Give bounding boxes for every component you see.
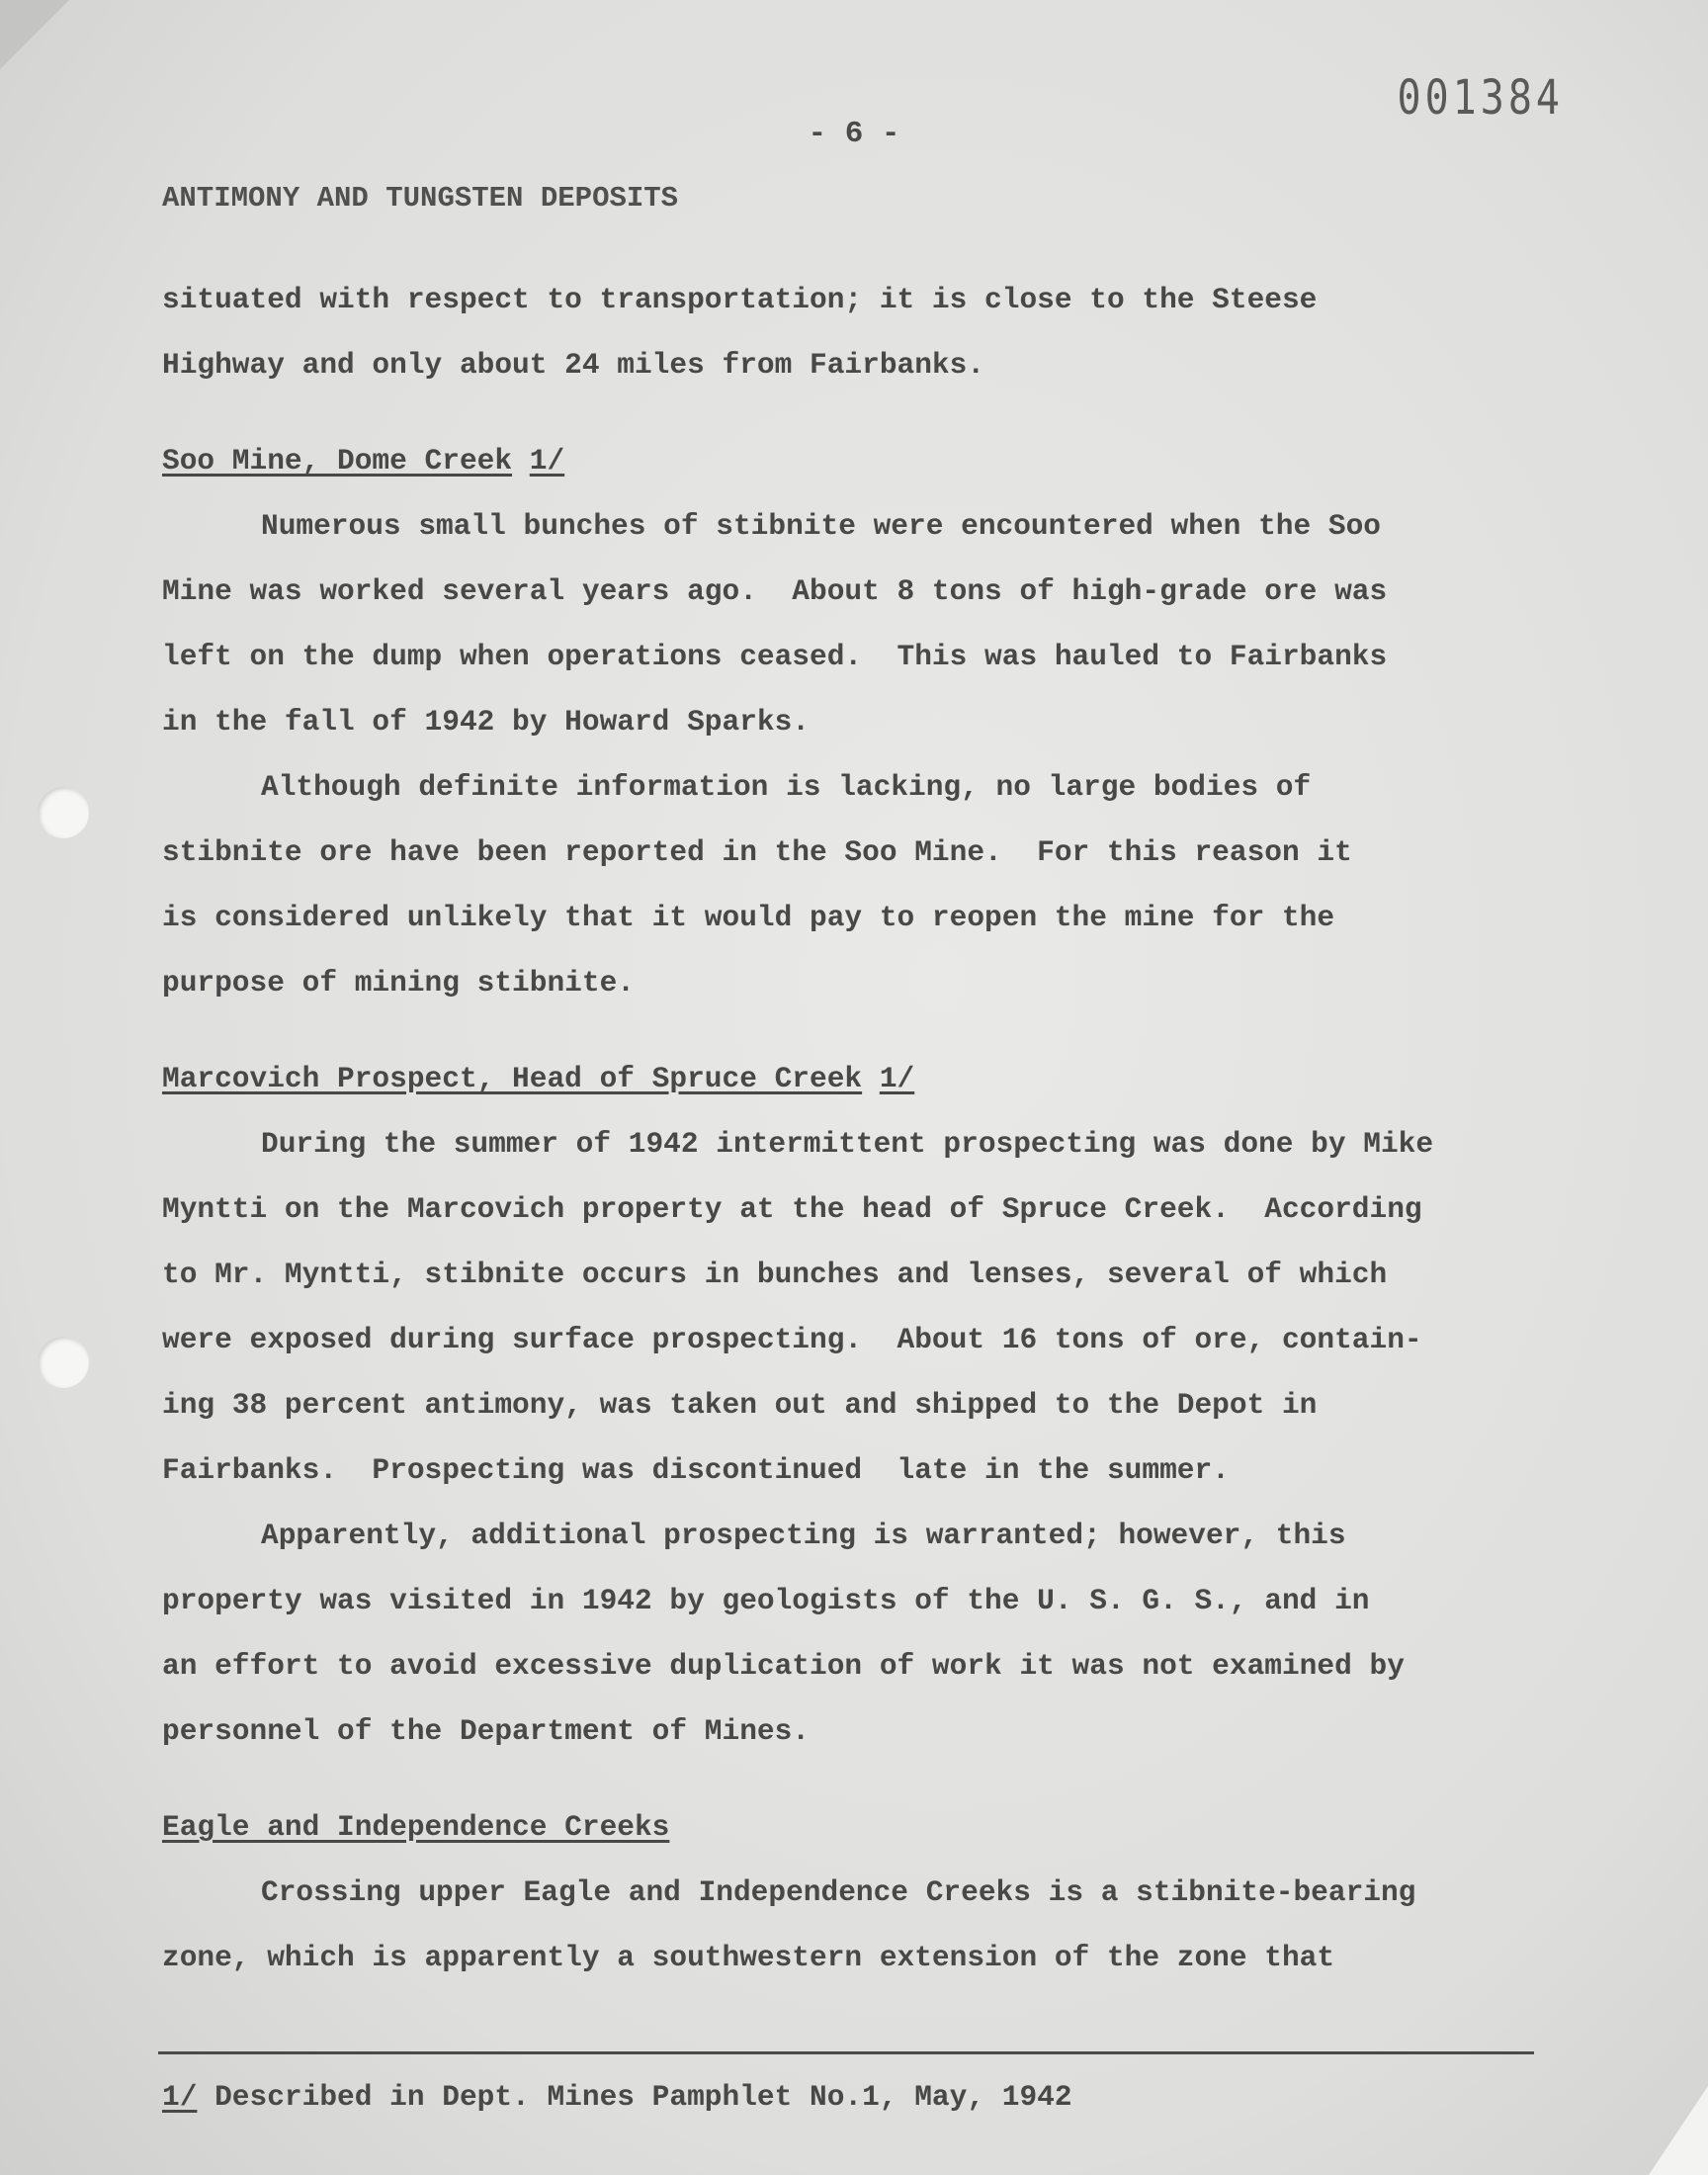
paragraph-line: Crossing upper Eagle and Independence Creeks is a stibnite-bearing: [261, 1875, 1416, 1909]
section-heading-title: Eagle and Independence Creeks: [162, 1810, 670, 1844]
folded-corner-bottom-right: [1649, 2086, 1708, 2175]
section-heading-title: Soo Mine, Dome Creek: [162, 444, 513, 478]
folded-corner-top-left: [0, 0, 69, 69]
footnote-text: Described in Dept. Mines Pamphlet No.1, May, 1942: [197, 2080, 1072, 2114]
footnote: [162, 2080, 1072, 2114]
intro-line: situated with respect to transportation; it is close to the Steese: [162, 283, 1318, 316]
footnote-ref: 1/: [529, 444, 565, 478]
paragraph-line: purpose of mining stibnite.: [162, 966, 635, 1000]
punch-hole-lower: [38, 1337, 89, 1388]
intro-line: Highway and only about 24 miles from Fairbanks.: [162, 348, 985, 382]
footnote-marker: 1/: [162, 2080, 198, 2114]
paragraph-line: Apparently, additional prospecting is warranted; however, this: [261, 1519, 1346, 1552]
section-heading-title: Marcovich Prospect, Head of Spruce Creek: [162, 1062, 863, 1095]
paragraph-line: ing 38 percent antimony, was taken out and shipped to the Depot in: [162, 1388, 1318, 1422]
paragraph-line: in the fall of 1942 by Howard Sparks.: [162, 705, 811, 739]
paragraph-line: is considered unlikely that it would pay to reopen the mine for the: [162, 901, 1335, 934]
running-head: ANTIMONY AND TUNGSTEN DEPOSITS: [162, 182, 679, 215]
document-stamp-number: 001384: [1397, 71, 1564, 127]
paragraph-line: left on the dump when operations ceased. This was hauled to Fairbanks: [162, 640, 1388, 673]
section-heading: [162, 428, 1605, 493]
section-heading: [162, 1794, 1605, 1860]
body-text: [162, 267, 1605, 1990]
paragraph-line: to Mr. Myntti, stibnite occurs in bunches and lenses, several of which: [162, 1258, 1388, 1291]
section-heading: [162, 1046, 1605, 1111]
footnote-divider: [158, 2051, 1534, 2054]
paragraph-line: personnel of the Department of Mines.: [162, 1714, 811, 1748]
paragraph-line: Numerous small bunches of stibnite were encountered when the Soo: [261, 509, 1381, 543]
paragraph-line: Myntti on the Marcovich property at the head of Spruce Creek. According: [162, 1192, 1422, 1226]
page-number: - 6 -: [808, 117, 900, 151]
paragraph-line: property was visited in 1942 by geologists of the U. S. G. S., and in: [162, 1584, 1370, 1617]
paragraph-line: zone, which is apparently a southwestern extension of the zone that: [162, 1941, 1335, 1974]
paragraph-line: were exposed during surface prospecting. About 16 tons of ore, contain-: [162, 1323, 1422, 1356]
punch-hole-upper: [38, 787, 89, 838]
paragraph-line: an effort to avoid excessive duplication of work it was not examined by: [162, 1649, 1405, 1683]
paragraph-line: stibnite ore have been reported in the Soo Mine. For this reason it: [162, 835, 1352, 869]
footnote-ref: 1/: [879, 1062, 915, 1095]
paragraph-line: Mine was worked several years ago. About 8 tons of high-grade ore was: [162, 574, 1388, 608]
paragraph-line: Although definite information is lacking, no large bodies of: [261, 770, 1312, 804]
paragraph-line: During the summer of 1942 intermittent prospecting was done by Mike: [261, 1127, 1434, 1161]
paragraph-line: Fairbanks. Prospecting was discontinued late in the summer.: [162, 1453, 1230, 1487]
